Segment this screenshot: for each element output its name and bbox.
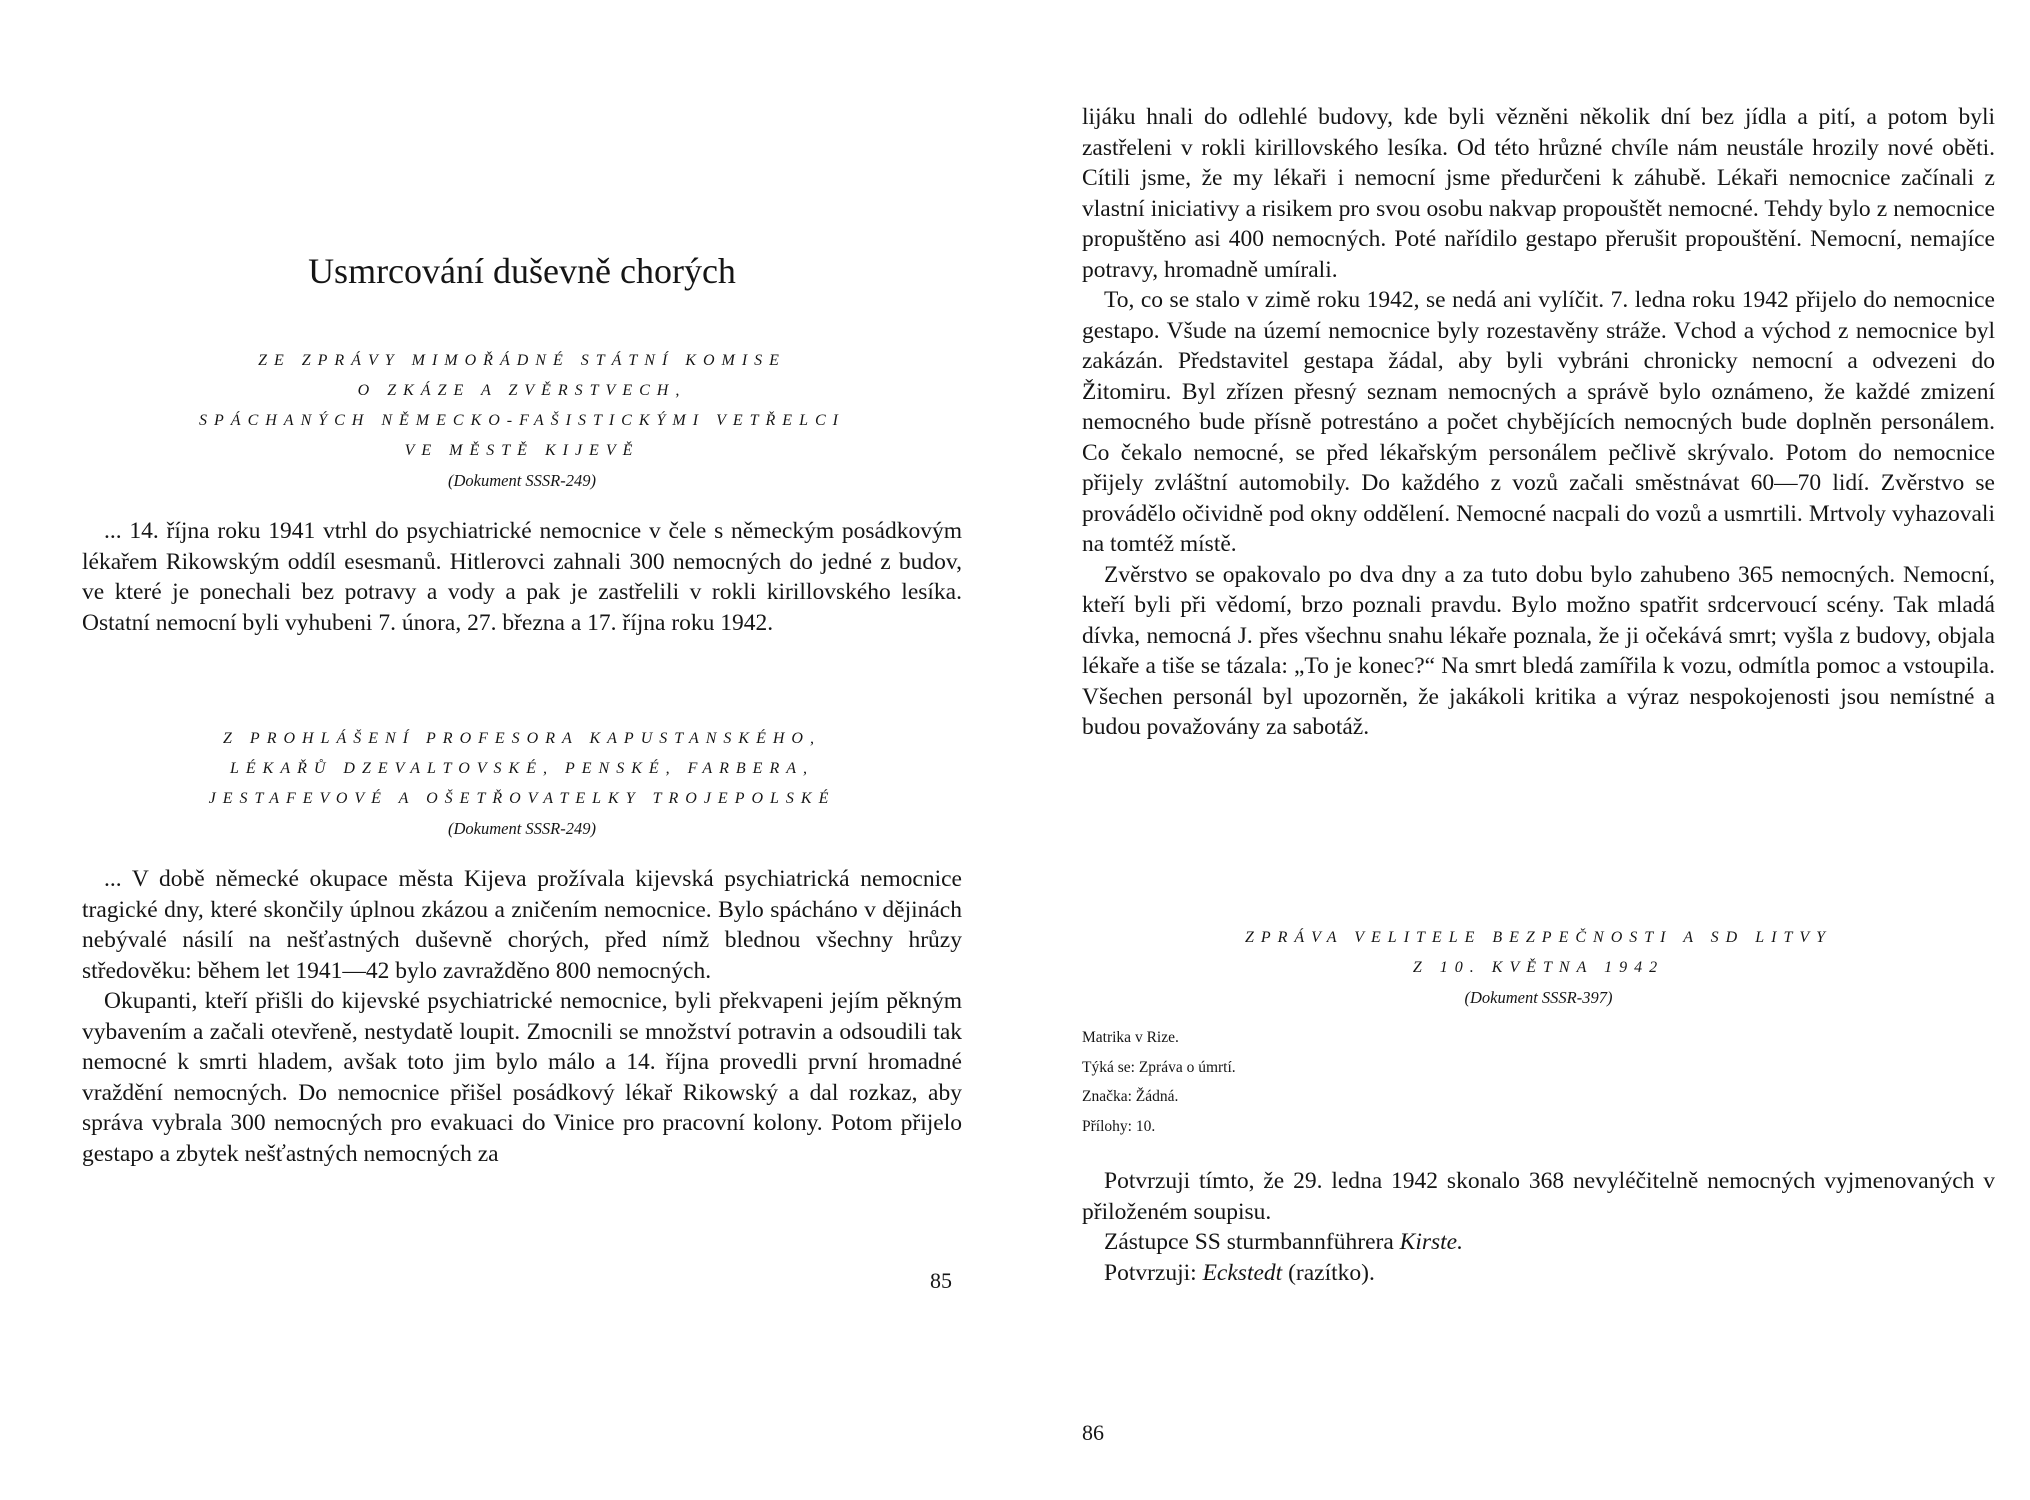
deputy-prefix: Zástupce SS sturmbannführera bbox=[1104, 1229, 1394, 1255]
section2-doc-ref: (Dokument SSSR-249) bbox=[447, 819, 596, 838]
section3-heading-line-2: Z 10. KVĚTNA 1942 bbox=[1412, 959, 1665, 976]
deputy-name: Kirste. bbox=[1399, 1229, 1463, 1255]
section1-heading-line-4: VE MĚSTĚ KIJEVĚ bbox=[404, 442, 640, 459]
meta-line-1: Matrika v Rize. bbox=[1082, 1029, 1179, 1046]
section3-heading-line-1: ZPRÁVA VELITELE BEZPEČNOSTI A SD LITVY bbox=[1244, 929, 1833, 946]
section3-doc-ref: (Dokument SSSR-397) bbox=[1464, 988, 1613, 1007]
section1-paragraph: ... 14. října roku 1941 vtrhl do psychiatrické nemocnice v čele s německým posádkovým lékařem Rikowským oddíl esesmanů. Hitlerovci zahnali 300 nemocných do jedné z budov, ve které je ponechali bez potravy a vody a pak je zastřelili v rokli kirillovského lesíka. Ostatní nemocní byli vyhubeni 7. února, 27. března a 17. října roku 1942. bbox=[82, 518, 962, 636]
section2-paragraph-2: Okupanti, kteří přišli do kijevské psychiatrické nemocnice, byli překvapeni jejím pěkným vybavením a začali otevřeně, nestydatě loupit. Zmocnili se množství potravin a odsoudili tak nemocné k smrti hladem, avšak toto jim bylo málo a 14. října provedli první hromadné vraždění nemocných. Do nemocnice přišel posádkový lékař Rikowský a dal rozkaz, aby správa vybrala 300 nemocných pro evakuaci do Vinice pro pracovní kolony. Potom přijelo gestapo a zbytek nešťastných nemocných za bbox=[82, 988, 962, 1167]
section3-body bbox=[1082, 1166, 1995, 1288]
right-body bbox=[1082, 102, 1995, 743]
meta-line-3: Značka: Žádná. bbox=[1082, 1088, 1179, 1105]
page-number-left: 85 bbox=[930, 1268, 952, 1293]
section1-body bbox=[82, 516, 962, 638]
right-page bbox=[1015, 0, 2030, 1500]
section1-doc-ref: (Dokument SSSR-249) bbox=[447, 471, 596, 490]
section2-body bbox=[82, 864, 962, 1169]
section3-heading bbox=[1082, 923, 1995, 1013]
section3-meta bbox=[1082, 1023, 1995, 1141]
section2-paragraph-1: ... V době německé okupace města Kijeva prožívala kijevská psychiatrická nemocnice tragické dny, které skončily úplnou zkázou a zničením nemocnice. Bylo spácháno v dějinách nebývalé násilí na nešťastných duševně chorých, před nímž blednou všechny hrůzy středověku: během let 1941—42 bylo zavražděno 800 nemocných. bbox=[82, 866, 962, 984]
section2-heading-line-3: JESTAFEVOVÉ A OŠETŘOVATELKY TROJEPOLSKÉ bbox=[208, 790, 836, 807]
section1-heading-line-1: ZE ZPRÁVY MIMOŘÁDNÉ STÁTNÍ KOMISE bbox=[258, 352, 786, 369]
section1-heading-line-2: O ZKÁZE A ZVĚRSTVECH, bbox=[357, 382, 687, 399]
right-paragraph-2: To, co se stalo v zimě roku 1942, se nedá ani vylíčit. 7. ledna roku 1942 přijelo do nemocnice gestapo. Všude na území nemocnice byly rozestavěny stráže. Vchod a východ z nemocnice byl zakázán. Představitel gestapa žádal, aby byli vybráni chronicky nemocní a odvezeni do Žitomiru. Byl zřízen přesný seznam nemocných a správě bylo oznámeno, že každé zmizení nemocného bude přísně potrestáno a počet chybějících nemocných bude doplněn personálem. Co čekalo nemocné, se před lékařským personálem pečlivě skrývalo. Potom do nemocnice přijely zvláštní automobily. Do každého z vozů začali směstnávat 60—70 lidí. Zvěrstvo se provádělo očividně pod okny oddělení. Nemocné nacpali do vozů a usmrtili. Mrtvoly vyhazovali na tomtéž místě. bbox=[1082, 287, 1995, 557]
meta-line-2: Týká se: Zpráva o úmrtí. bbox=[1082, 1058, 1236, 1076]
confirm-prefix: Potvrzuji: bbox=[1104, 1259, 1197, 1286]
meta-line-4: Přílohy: 10. bbox=[1082, 1117, 1156, 1135]
deputy-line bbox=[1082, 1227, 1995, 1258]
confirm-name: Eckstedt bbox=[1202, 1259, 1283, 1286]
chapter-title: Usmrcování duševně chorých bbox=[308, 251, 736, 291]
section1-heading bbox=[82, 346, 962, 496]
right-paragraph-1: lijáku hnali do odlehlé budovy, kde byli vězněni několik dní bez jídla a pití, a potom byli zastřeleni v rokli kirillovského lesíka. Od této hrůzné chvíle nám neustále hrozily nové oběti. Cítili jsme, že my lékaři i nemocní jsme předurčeni k záhubě. Lékaři nemocnice začínali z vlastní iniciativy a risikem pro svou osobu nakvap propouštět nemocné. Tehdy bylo z nemocnice propuštěno asi 400 nemocných. Poté nařídilo gestapo přerušit propouštění. Nemocní, nemajíce potravy, hromadně umírali. bbox=[1082, 104, 1995, 283]
page-number-right: 86 bbox=[1082, 1420, 1104, 1445]
confirm-line bbox=[1082, 1258, 1995, 1289]
confirm-suffix: (razítko). bbox=[1288, 1259, 1375, 1286]
section2-heading-line-2: LÉKAŘŮ DZEVALTOVSKÉ, PENSKÉ, FARBERA, bbox=[229, 760, 814, 777]
section3-paragraph: Potvrzuji tímto, že 29. ledna 1942 skonalo 368 nevyléčitelně nemocných vyjmenovaných v přiloženém soupisu. bbox=[1082, 1168, 1995, 1225]
section1-heading-line-3: SPÁCHANÝCH NĚMECKO-FAŠISTICKÝMI VETŘELCI bbox=[199, 412, 845, 429]
right-paragraph-3: Zvěrstvo se opakovalo po dva dny a za tuto dobu bylo zahubeno 365 nemocných. Nemocní, kteří byli při vědomí, brzo poznali pravdu. Bylo možno spatřit srdcervoucí scény. Tak mladá dívka, nemocná J. přes všechnu snahu lékaře poznala, že ji očekává smrt; vyšla z budovy, objala lékaře a tiše se tázala: „To je konec?“ Na smrt bledá zamířila k vozu, odmítla pomoc a vstoupila. Všechen personál byl upozorněn, že jakákoli kritika a výraz nespokojenosti jsou nemístné a budou považovány za sabotáž. bbox=[1082, 561, 1995, 740]
section2-heading-line-1: Z PROHLÁŠENÍ PROFESORA KAPUSTANSKÉHO, bbox=[223, 730, 821, 747]
section2-heading bbox=[82, 724, 962, 844]
